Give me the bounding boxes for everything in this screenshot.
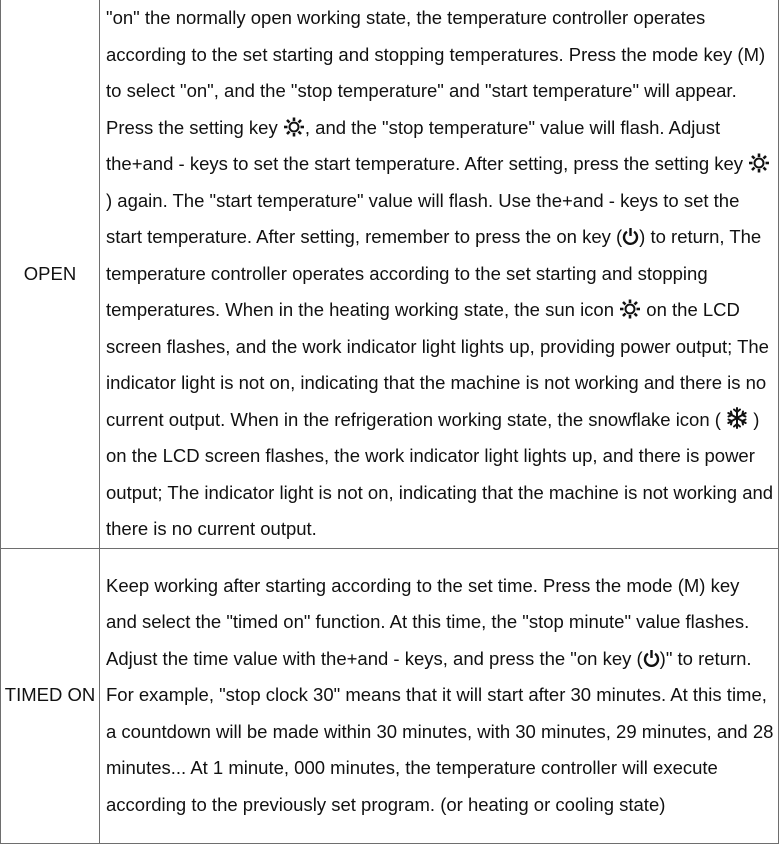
table-row-open	[1, 0, 779, 548]
power-icon	[622, 227, 639, 246]
desc-text-part: )" to return. For example, "stop clock 30" means that it will start after 30 minutes. At this time, a countdown will be made within 30 minutes, with 30 minutes, 29 minutes, and 28 minutes... At 1 minute, 000 minutes, the temperature controller will execute according to the previously set program. (or heating or cooling state)	[106, 647, 774, 815]
desc-text-part: on the LCD screen flashes, and the work indicator light lights up, providing power output; The indicator light is not on, indicating that the machine is not working and there is no current output. When in the refrigeration working state, the snowflake icon (	[106, 299, 769, 430]
mode-label-open: OPEN	[1, 0, 100, 548]
desc-text-part: Keep working after starting according to the set time. Press the mode (M) key and select the "timed on" function. At this time, the "stop minute" value flashes. Adjust the time value with the+and - keys, and press the "on key (	[106, 574, 750, 669]
sun-gear-icon	[283, 117, 305, 137]
snowflake-icon	[726, 407, 748, 429]
desc-text-part: ) on the LCD screen flashes, the work indicator light lights up, and there is power output; The indicator light is not on, indicating that the machine is not working and there is no current output.	[106, 408, 774, 539]
mode-label-timed-on: TIMED ON	[1, 548, 100, 843]
mode-description-timed-on	[100, 548, 779, 843]
table-row-timed-on	[1, 548, 779, 843]
desc-text-part: ) to return, The temperature controller operates according to the set starting and stopping temperatures. When in the heating working state, the sun icon	[106, 226, 762, 320]
sun-gear-icon	[619, 299, 641, 319]
power-icon	[643, 649, 660, 668]
desc-text-part: "on" the normally open working state, the temperature controller operates according to the set starting and stopping temperatures. Press the mode key (M) to select "on", and the "stop temperature" and "start temperature" will appear. Press the setting key	[106, 7, 766, 138]
sun-gear-icon	[748, 153, 770, 173]
desc-text-part: , and the "stop temperature" value will flash. Adjust the+and - keys to set the start temperature. After setting, press the setting key	[106, 116, 749, 174]
mode-description-open	[100, 0, 779, 548]
desc-text-part: ) again. The "start temperature" value will flash. Use the+and - keys to set the start temperature. After setting, remember to press the on key (	[106, 189, 740, 247]
